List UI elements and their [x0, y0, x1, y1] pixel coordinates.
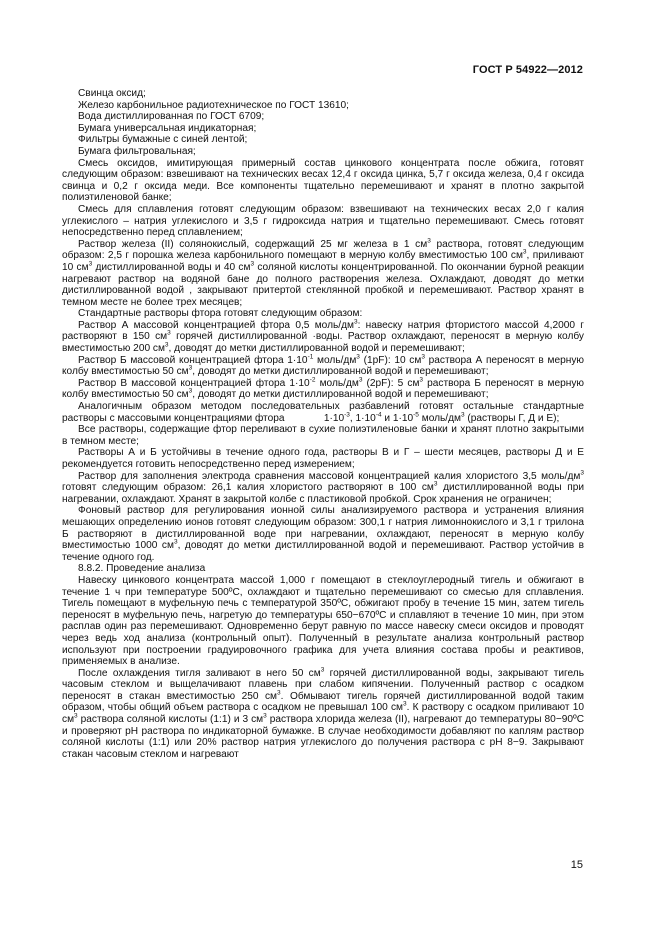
superscript: 3 [173, 538, 178, 546]
text-run: Раствор В массовой концентрацией фтора 1·10 [78, 377, 310, 389]
text-run: Фильтры бумажные с синей лентой; [78, 134, 248, 146]
paragraph [62, 424, 587, 447]
text-run: Все растворы, содержащие фтор переливают в сухие полиэтиленовые банки и хранят плотно закрытыми в темном месте; [62, 424, 587, 447]
paragraph [62, 447, 587, 470]
superscript: 3 [433, 480, 438, 488]
text-run: Бумага универсальная индикаторная; [78, 122, 257, 134]
paragraph [62, 88, 584, 100]
text-run: , доводят до метки дистиллированной водой и перемешивают. Раствор устойчив в течение одного год. [62, 540, 587, 563]
superscript: 3 [421, 353, 425, 361]
superscript: 3 [522, 248, 527, 256]
text-run: моль/дм [418, 412, 461, 424]
paragraph [62, 308, 584, 320]
text-run: Смесь оксидов, имитирующая примерный состав цинкового концентрата после обжига, готовят следующим образом: взвешивают на технических весах 12,4 г оксида цинка, 5,7 г оксида железа, 0,4 г оксида свинца и 0,2 г оксида меди. Все компоненты тщательно перемешивают и хранят в плотно закрытой полиэтиленовой банке; [62, 157, 587, 204]
text-run: , доводят до метки дистиллированной водой и перемешивают; [192, 366, 489, 378]
text-run: Фоновый раствор для регулирования ионной силы анализируемого раствора и устранения влияния мешающих определению ионов готовят следующим образом: 300,1 г натрия лимоннокислого и 3,1 г трилона Б растворяют в дистиллированной воде при нагревании, охлаждают, переносят в мерную колбу вместимостью 1000 см [62, 505, 587, 552]
superscript: 3 [419, 376, 424, 384]
superscript: 3 [188, 388, 193, 396]
paragraph [62, 505, 587, 563]
text-run: моль/дм [315, 377, 359, 389]
text-run: Свинца оксид; [78, 88, 146, 99]
superscript: 3 [88, 260, 93, 268]
text-run: , доводят до метки дистиллированной водой и перемешивают; [192, 389, 489, 401]
text-run: дистиллированной воды и 40 см [92, 261, 251, 273]
superscript: -2 [309, 376, 316, 384]
paragraph [62, 134, 584, 146]
paragraph [62, 353, 587, 378]
text-run: После охлаждения тигля заливают в него 50 см [78, 667, 321, 679]
text-run: раствора А переносят в мерную колбу вместимостью 50 см [62, 354, 587, 378]
text-run: раствора, готовят следующим образом: 2,5 г порошка железа карбонильного помещают в мерную колбу вместимостью 100 см [62, 238, 587, 262]
superscript: 3 [250, 260, 255, 268]
superscript: -3 [344, 411, 350, 419]
text-run: соляной кислоты концентрированной. По окончании бурной реакции нагревают раствор на водяной бане до полного растворения железа. Охлаждают, доводят до метки дистиллированной водой , закрывают притертой стеклянной пробкой и перемешивают. Раствор хранят в темном месте не более трех месяцев; [62, 261, 587, 308]
superscript: 3 [580, 469, 584, 477]
text-run: , 1·10 [349, 412, 376, 424]
text-run: горячей дистиллированной ·воды. Раствор охлаждают, переносят в мерную колбу вместимостью 200 см [62, 331, 587, 355]
superscript: 3 [277, 689, 281, 697]
paragraph [62, 237, 587, 309]
paragraph [62, 111, 584, 123]
superscript: 3 [427, 237, 431, 245]
text-run: Раствор железа (II) солянокислый, содержащий 25 мг железа в 1 см [78, 238, 428, 250]
page-number: 15 [570, 859, 583, 871]
text-run: Бумага фильтровальная; [78, 145, 196, 157]
paragraph [62, 203, 587, 239]
paragraph [62, 146, 584, 158]
text-run: , приливают 10 см [62, 250, 587, 273]
text-run: раствора соляной кислоты (1:1) и 3 см [77, 714, 264, 726]
text-run: Навеску цинкового концентрата массой 1,000 г помещают в стеклоуглеродный тигель и обжигают в течение 1 ч при температуре 500ºС, охлаждают и тщательно перемешивают со смесью для сплавления. Тигель помещают в муфельную печь с температурой 350ºС, обжигают пробу в течение 15 мин, затем тигель переносят в муфельную печь, нагретую до температуры 650−670ºС и сплавляют в течение 10 мин, при этом расплав один раз перемешивают. Одновременно берут равную по массе навеску смеси оксидов и проводят через ведь ход анализа (контрольный опыт). Полученный в результате анализа контрольный раствор используют при построении градуировочного графика для учета влияния состава пробы и реактивов, применяемых в анализе. [62, 574, 587, 668]
superscript: -4 [375, 411, 382, 419]
text-run: Железо карбонильное радиотехническое по ГОСТ 13610; [78, 99, 349, 111]
superscript: 3 [263, 712, 267, 720]
superscript: 3 [320, 666, 325, 674]
text-run: дистиллированной воды при нагревании, охлаждают. Хранят в закрытой колбе с пластиковой пробкой. Срок хранения не ограничен; [62, 482, 587, 505]
superscript: 3 [164, 341, 169, 349]
text-run: (2pF): 5 см [362, 377, 420, 389]
text-run: Раствор Б массовой концентрацией фтора 1·10 [78, 354, 308, 366]
text-run: готовят следующим образом: 26,1 калия хлористого растворяют в 100 см [62, 470, 587, 494]
text-run: 8.8.2. Проведение анализа [78, 563, 206, 575]
paragraph [62, 318, 587, 355]
text-run: , доводят до метки дистиллированной водой и перемешивают; [168, 343, 465, 355]
text-run: и 1·10 [381, 412, 414, 424]
superscript: 3 [403, 701, 407, 709]
superscript: 3 [167, 330, 171, 338]
paragraph [62, 100, 584, 112]
document-body [62, 88, 587, 760]
text-run: горячей дистиллированной воды, закрывают тигель часовым стеклом и выщелачивают плавень при слабом кипячении. Полученный раствор с осадком переносят в стакан вместимостью 250 см [62, 667, 587, 702]
paragraph [62, 469, 587, 506]
superscript: -1 [307, 353, 314, 361]
text-run: (растворы Г, Д и Е); [464, 412, 560, 424]
superscript: 3 [358, 376, 363, 384]
text-run: . К раствору с осадком приливают 10 см [62, 702, 587, 726]
text-run: Растворы А и Б устойчивы в течение одного года, растворы В и Г – шести месяцев, растворы Д и Е рекомендуется готовить непосредственно перед измерением; [62, 447, 587, 470]
text-run: Вода дистиллированная по ГОСТ 6709; [78, 111, 265, 123]
paragraph [62, 376, 587, 401]
superscript: 3 [74, 712, 78, 720]
paragraph [62, 401, 587, 424]
text-run: Раствор для заполнения электрода сравнения массовой концентрацией калия хлористого 3,5 моль/дм [78, 470, 581, 482]
superscript: -5 [413, 411, 419, 419]
superscript: 3 [353, 318, 358, 326]
paragraph [62, 157, 587, 204]
paragraph [62, 574, 587, 668]
text-run: (1pF): 10 см [359, 354, 422, 366]
superscript: 3 [188, 364, 193, 372]
text-run: Раствор А массовой концентрацией фтора 0,5 моль/дм [78, 319, 354, 331]
superscript: 3 [460, 411, 465, 419]
paragraph [62, 123, 584, 135]
text-run: раствора Б переносят в мерную колбу вместимостью 50 см [62, 377, 587, 401]
text-run: : навеску натрия фтористого массой 4,2000 г растворяют в 150 см [62, 319, 587, 343]
text-run: . Обмывают тигель горячей дистиллированной водой таким образом, чтобы общий объем раствора с осадком не превышал 100 см [62, 690, 587, 714]
text-run: раствора хлорида железа (II), нагревают до температуры 80−90ºС и проверяют pH раствора по индикаторной бумажке. В случае необходимости добавляют по каплям раствор соляной кислоты (1:1) или 20% раствор натрия углекислого до получения раствора с pH 8−9. Закрывают стакан часовым стеклом и нагревают [62, 714, 587, 760]
paragraph [62, 666, 587, 761]
text-run: моль/дм [313, 354, 357, 366]
text-run: Смесь для сплавления готовят следующим образом: взвешивают на технических весах 2,0 г калия углекислого – натрия углекислого и 3,5 г гидроксида натрия и тщательно перемешивают. Смесь готовят непосредственно перед сплавлением; [62, 203, 587, 239]
text-run: Аналогичным образом методом последовательных разбавлений готовят остальные стандартные растворы с массовыми концентрациями фтора 1·10 [62, 401, 587, 424]
paragraph [62, 563, 584, 575]
superscript: 3 [356, 353, 360, 361]
document-header: ГОСТ Р 54922—2012 [472, 64, 583, 76]
text-run: Стандартные растворы фтора готовят следующим образом: [78, 308, 363, 320]
